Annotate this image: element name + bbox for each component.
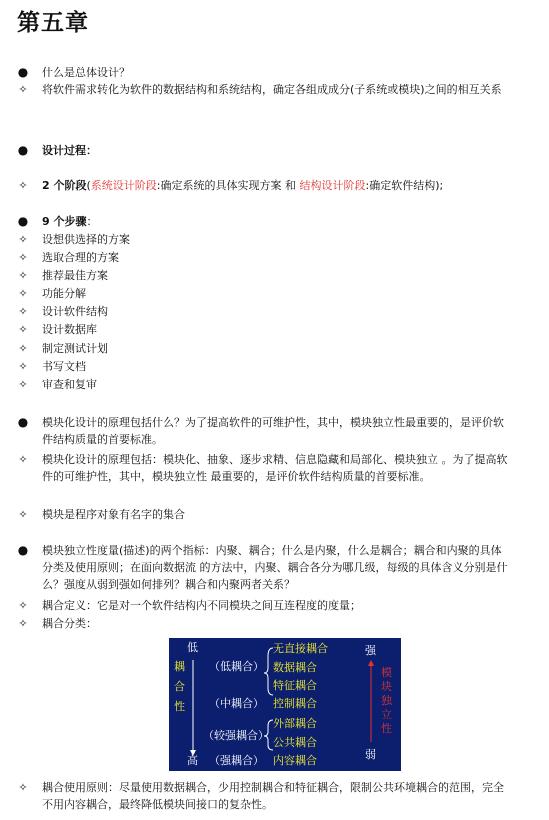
coupling-type: 特征耦合 [273,679,317,692]
arrow-up-icon [368,660,374,666]
coupling-axis-char: 耦 [174,660,185,673]
item-text [42,213,509,230]
diamond-bullet: ✧ [18,323,28,336]
coupling-diagram [169,638,401,771]
coupling-type: 外部耦合 [273,717,317,730]
step-text: 选取合理的方案 [42,251,119,264]
item-text: 什么是总体设计？ [42,66,130,79]
step-text: 书写文档 [42,360,86,373]
low-label: 低 [187,641,198,654]
diamond-bullet: ✧ [18,179,28,192]
section-heading: 设计过程： [42,144,97,157]
step-text: 设计软件结构 [42,305,108,318]
item-text: 模块是程序对象有名字的集合 [42,508,185,521]
diamond-bullet: ✧ [18,287,28,300]
step-text: 制定测试计划 [42,342,108,355]
bullet-dot: ● [17,143,29,157]
text-part: ( [86,179,91,192]
high-label: 高 [187,754,198,767]
group-medium: （中耦合） [209,697,264,710]
diamond-bullet: ✧ [18,378,28,391]
diamond-bullet: ✧ [18,617,28,630]
independence-axis-char: 模 [381,666,392,679]
chapter-title: 第五章 [17,10,89,36]
bullet-dot: ● [17,415,29,429]
item-text: 模块化设计的原理包括什么？为了提高软件的可维护性，其中，模块独立性最重要的，是评价软件结构质量的首要标准。 [42,416,504,446]
text-part: :确定软件结构); [365,179,444,192]
diamond-bullet: ✧ [18,508,28,521]
text-part: ： [86,215,98,228]
text-part: :确定系统的具体实现方案 和 [156,179,300,192]
step-text: 审查和复审 [42,378,97,391]
diamond-bullet: ✧ [18,233,28,246]
bullet-dot: ● [17,543,29,557]
independence-axis-char: 性 [381,722,392,735]
diamond-bullet: ✧ [18,83,28,96]
group-low: （低耦合） [209,660,264,673]
stage-count: 2 个阶段 [42,179,87,192]
item-text: 模块化设计的原理包括：模块化、抽象、逐步求精、信息隐藏和局部化、模块独立 。为了提高软件的可维护性，其中，模块独立性 最重要的，是评价软件结构质量的首要标准。 [42,453,508,483]
diamond-bullet: ✧ [18,599,28,612]
step-text: 功能分解 [42,287,86,300]
diamond-bullet: ✧ [18,251,28,264]
item-text [42,177,509,194]
item-text: 耦合分类： [42,617,97,630]
item-text: 模块独立性度量(描述)的两个指标：内聚、耦合；什么是内聚，什么是耦合；耦合和内聚的具体分类及使用原则；在面向数据流 的方法中，内聚、耦合各分为哪几级，每级的具体含义分别是什么？强度从弱到强如何排列？耦合和内聚两者关系？ [42,544,508,591]
diamond-bullet: ✧ [18,781,28,794]
item-text: 耦合使用原则：尽量使用数据耦合，少用控制耦合和特征耦合，限制公共环境耦合的范围，完全不用内容耦合，最终降低模块间接口的复杂性。 [42,781,504,811]
system-design-stage: 系统设计阶段 [90,179,157,192]
coupling-axis-char: 合 [174,680,185,693]
diamond-bullet: ✧ [18,342,28,355]
independence-axis-char: 块 [381,680,392,693]
diamond-bullet: ✧ [18,305,28,318]
step-text: 设想供选择的方案 [42,233,130,246]
coupling-type: 数据耦合 [273,661,317,674]
diamond-bullet: ✧ [18,453,28,466]
coupling-type: 公共耦合 [273,736,317,749]
item-text: 将软件需求转化为软件的数据结构和系统结构，确定各组成成分(子系统或模块)之间的相互关系 [42,83,502,96]
step-text: 推荐最佳方案 [42,269,108,282]
diamond-bullet: ✧ [18,269,28,282]
group-stronger: （较强耦合） [203,729,269,742]
independence-axis-char: 立 [381,708,392,721]
group-strong: （强耦合） [209,754,264,767]
weak-label: 弱 [365,748,376,761]
bullet-dot: ● [17,214,29,228]
item-text: 耦合定义：它是对一个软件结构内不同模块之间互连程度的度量； [42,599,361,612]
strong-label: 强 [365,644,376,657]
steps-count: 9 个步骤 [42,215,87,228]
diamond-bullet: ✧ [18,360,28,373]
independence-axis-char: 独 [381,694,392,707]
bullet-dot: ● [17,65,29,79]
step-text: 设计数据库 [42,323,97,336]
coupling-type: 控制耦合 [273,697,317,710]
structure-design-stage: 结构设计阶段 [299,179,366,192]
coupling-type: 无直接耦合 [273,642,328,655]
coupling-axis-char: 性 [174,700,185,713]
coupling-type: 内容耦合 [273,754,317,767]
low-coupling-bracket [264,648,273,695]
